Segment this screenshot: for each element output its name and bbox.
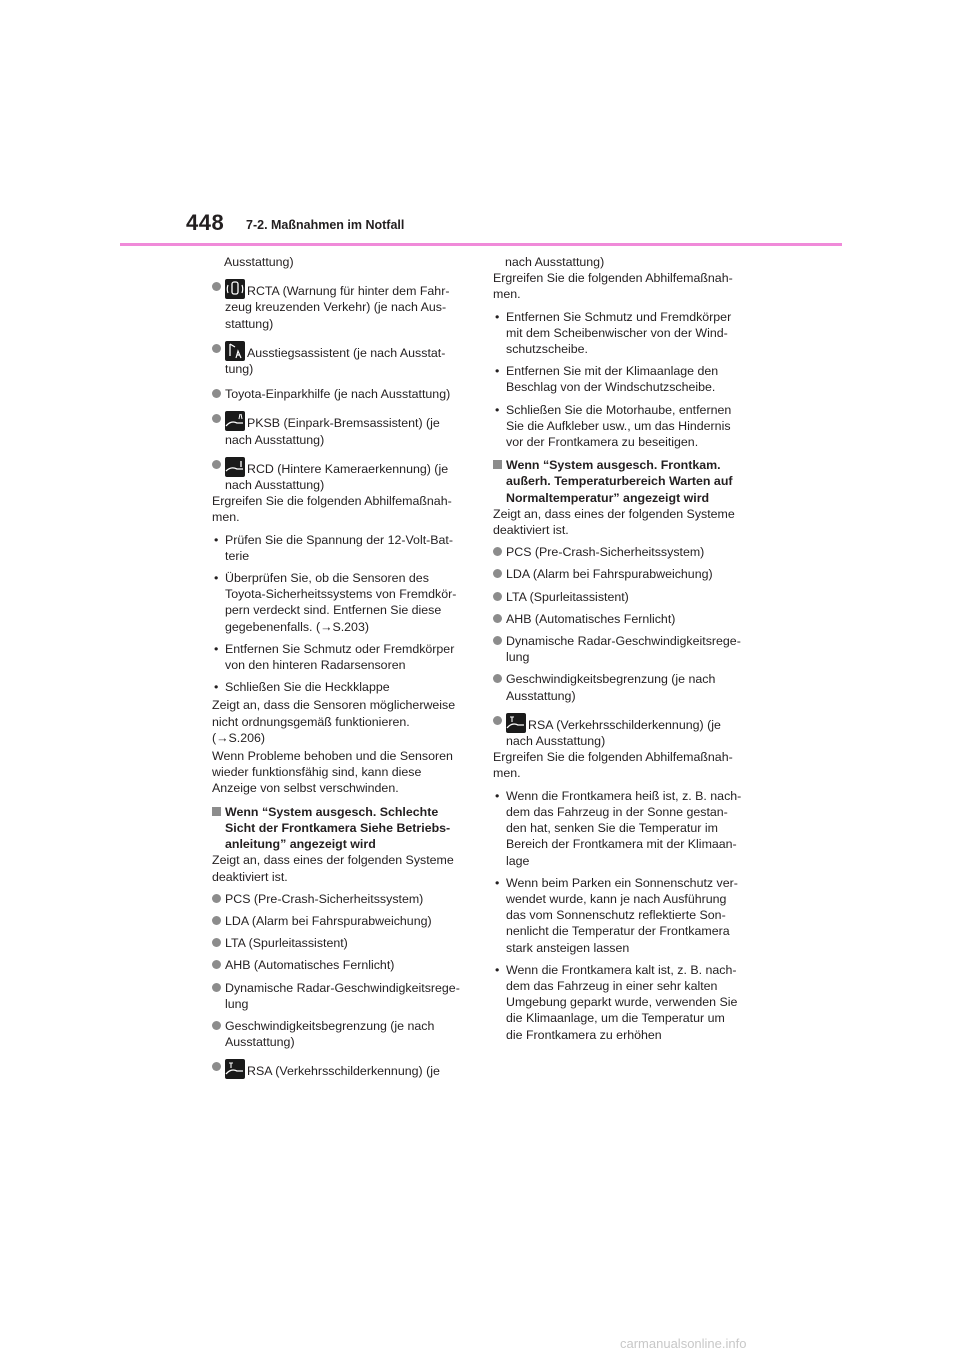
- section-heading: [212, 804, 462, 853]
- rsa-icon: [225, 1059, 245, 1079]
- measure-text: Entfernen Sie Schmutz und Fremdkörper mit dem Scheibenwischer von der Wind-schutzscheibe.: [506, 309, 732, 357]
- list-item: [212, 341, 462, 377]
- exit-assist-text: Ausstiegsassistent (je nach Ausstat-tung): [225, 345, 446, 377]
- bullet-mark: •: [214, 641, 219, 656]
- page-number: 448: [186, 210, 225, 235]
- list-item: [212, 1059, 462, 1079]
- system-text: Geschwindigkeitsbegrenzung (je nach Ausstattung): [506, 672, 716, 703]
- rcd-icon: [225, 457, 245, 477]
- bullet-dot: [493, 716, 502, 725]
- measure-text: Wenn die Frontkamera heiß ist, z. B. nach-dem das Fahrzeug in der Sonne gestan-den hat, senken Sie die Temperatur im Bereich der Frontkamera mit der Klimaan-lage: [506, 788, 742, 868]
- heading-description: Zeigt an, dass eines der folgenden Systeme deaktiviert ist.: [212, 853, 454, 884]
- bullet-mark: •: [495, 875, 500, 890]
- system-text: Geschwindigkeitsbegrenzung (je nach Ausstattung): [225, 1018, 435, 1050]
- system-text: LTA (Spurleitassistent): [225, 936, 348, 951]
- rcta-icon: [225, 279, 245, 299]
- list-item: [212, 913, 462, 929]
- system-text: PCS (Pre-Crash-Sicherheitssystem): [225, 891, 424, 906]
- measures-intro: Ergreifen Sie die folgenden Abhilfemaßnah-men.: [493, 750, 733, 781]
- list-item: [212, 570, 462, 635]
- list-item: [493, 402, 743, 451]
- list-item: [493, 611, 743, 627]
- list-item: [493, 875, 743, 956]
- bullet-mark: •: [214, 571, 219, 586]
- system-text: LDA (Alarm bei Fahrspurabweichung): [506, 567, 713, 582]
- measures-intro: Ergreifen Sie die folgenden Abhilfemaßnah-men.: [493, 271, 733, 302]
- heading-square: [493, 460, 502, 469]
- rsa-text: RSA (Verkehrsschilderkennung) (je nach Ausstattung): [506, 717, 721, 749]
- bullet-dot: [212, 983, 221, 992]
- rcd-text: RCD (Hintere Kameraerkennung) (je nach Ausstattung): [225, 461, 449, 493]
- parking-assist-text: Toyota-Einparkhilfe (je nach Ausstattung): [225, 387, 451, 402]
- pksb-icon: [225, 411, 245, 431]
- system-text: Dynamische Radar-Geschwindigkeitsrege-lung: [225, 980, 460, 1011]
- note-text: Wenn Probleme behoben und die Sensoren wieder funktionsfähig sind, kann diese Anzeige von selbst verschwinden.: [212, 749, 453, 796]
- bullet-dot: [212, 916, 221, 925]
- list-item: [212, 1018, 462, 1050]
- system-text: Dynamische Radar-Geschwindigkeitsrege-lung: [506, 634, 741, 665]
- list-item: [212, 641, 462, 673]
- system-text: AHB (Automatisches Fernlicht): [225, 958, 395, 973]
- system-text: AHB (Automatisches Fernlicht): [506, 611, 676, 626]
- list-item: [493, 589, 743, 605]
- measure-text: Wenn die Frontkamera kalt ist, z. B. nach-dem das Fahrzeug in einer sehr kalten Umgebung geparkt wurde, verwenden Sie die Klimaanlage, um die Temperatur um die Frontkamera zu erhöhen: [506, 962, 738, 1042]
- list-item: [212, 386, 462, 402]
- page-header: [0, 0, 960, 250]
- measure-text: Schließen Sie die Heckklappe: [225, 680, 390, 695]
- right-column: [493, 254, 743, 1043]
- list-item: [212, 411, 462, 447]
- system-text: LTA (Spurleitassistent): [506, 589, 629, 604]
- note-text: Zeigt an, dass die Sensoren möglicherweise nicht ordnungsgemäß funktionieren. (→S.206): [212, 698, 456, 745]
- list-item: [212, 679, 462, 695]
- bullet-dot: [212, 344, 221, 353]
- bullet-dot: [212, 389, 221, 398]
- bullet-mark: •: [495, 309, 500, 324]
- bullet-dot: [493, 547, 502, 556]
- system-text: PCS (Pre-Crash-Sicherheitssystem): [506, 545, 705, 560]
- bullet-dot: [212, 1021, 221, 1030]
- continued-text: nach Ausstattung): [505, 255, 605, 269]
- bullet-mark: •: [214, 532, 219, 547]
- bullet-dot: [493, 614, 502, 623]
- measure-text: Entfernen Sie Schmutz oder Fremdkörper von den hinteren Radarsensoren: [225, 641, 455, 673]
- bullet-mark: •: [495, 788, 500, 803]
- list-item: [212, 891, 462, 907]
- heading-text: Wenn “System ausgesch. Frontkam. außerh. Temperaturbereich Warten auf Normaltemperatur” angezeigt wird: [506, 458, 733, 505]
- measure-text: Überprüfen Sie, ob die Sensoren des Toyota-Sicherheitssystems von Fremdkör-pern verdeckt sind. Entfernen Sie diese gegebenenfalls. (→S.203): [225, 571, 457, 634]
- rsa-text: RSA (Verkehrsschilderkennung) (je: [247, 1064, 440, 1079]
- measure-text: Schließen Sie die Motorhaube, entfernen Sie die Aufkleber usw., um das Hindernis vor der Frontkamera zu beseitigen.: [506, 402, 732, 450]
- list-item: [212, 957, 462, 973]
- bullet-mark: •: [214, 680, 219, 695]
- bullet-dot: [212, 894, 221, 903]
- bullet-dot: [493, 592, 502, 601]
- pksb-text: PKSB (Einpark-Bremsassistent) (je nach Ausstattung): [225, 416, 440, 447]
- watermark-link[interactable]: carmanualsonline.info: [620, 1336, 747, 1351]
- bullet-mark: •: [495, 402, 500, 417]
- section-heading: [493, 457, 743, 506]
- list-item: [212, 935, 462, 951]
- section-title: 7-2. Maßnahmen im Notfall: [246, 218, 405, 232]
- bullet-dot: [212, 460, 221, 469]
- bullet-dot: [212, 938, 221, 947]
- bullet-mark: •: [495, 364, 500, 379]
- bullet-dot: [493, 636, 502, 645]
- bullet-dot: [212, 282, 221, 291]
- measure-text: Prüfen Sie die Spannung der 12-Volt-Bat-terie: [225, 532, 453, 563]
- list-item: [493, 962, 743, 1043]
- list-item: [493, 633, 743, 665]
- measures-intro: Ergreifen Sie die folgenden Abhilfemaßnah-men.: [212, 494, 452, 525]
- list-item: [493, 309, 743, 358]
- list-item: [493, 363, 743, 395]
- list-item: [212, 279, 462, 332]
- continued-text: Ausstattung): [224, 255, 294, 269]
- list-item: [212, 980, 462, 1012]
- exit-assist-icon: [225, 341, 245, 361]
- heading-square: [212, 807, 221, 816]
- measure-text: Wenn beim Parken ein Sonnenschutz ver-wendet wurde, kann je nach Ausführung das vom Sonnenschutz reflektierte Son-nenlicht die Temperatur der Frontkamera stark ansteigen lassen: [506, 875, 738, 955]
- rcta-text: RCTA (Warnung für hinter dem Fahr-zeug kreuzenden Verkehr) (je nach Aus-stattung): [225, 284, 450, 331]
- system-text: LDA (Alarm bei Fahrspurabweichung): [225, 913, 432, 928]
- bullet-dot: [212, 960, 221, 969]
- heading-text: Wenn “System ausgesch. Schlechte Sicht der Frontkamera Siehe Betriebs-anleitung” angezeigt wird: [225, 804, 451, 852]
- measure-text: Entfernen Sie mit der Klimaanlage den Beschlag von der Windschutzscheibe.: [506, 364, 719, 395]
- list-item: [493, 566, 743, 582]
- bullet-dot: [212, 414, 221, 423]
- header-rule: [120, 243, 842, 246]
- bullet-mark: •: [495, 962, 500, 977]
- list-item: [493, 713, 743, 749]
- left-column: [212, 254, 462, 1080]
- list-item: [493, 788, 743, 869]
- bullet-dot: [493, 674, 502, 683]
- list-item: [212, 532, 462, 564]
- list-item: [212, 457, 462, 493]
- bullet-dot: [212, 1062, 221, 1071]
- list-item: [493, 671, 743, 703]
- bullet-dot: [493, 569, 502, 578]
- rsa-icon: [506, 713, 526, 733]
- list-item: [493, 544, 743, 560]
- heading-description: Zeigt an, dass eines der folgenden Systeme deaktiviert ist.: [493, 506, 735, 538]
